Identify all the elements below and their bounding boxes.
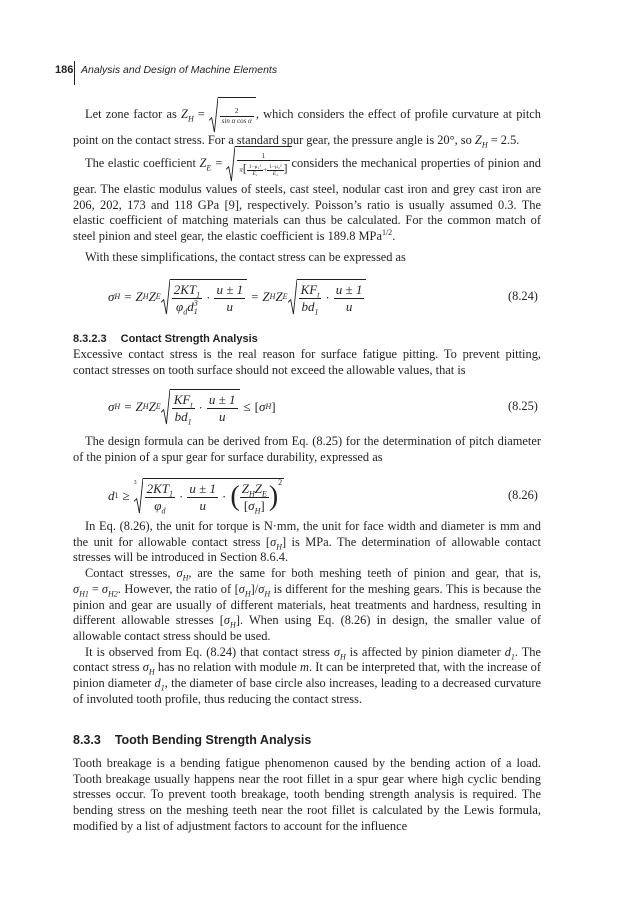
sqrt <box>161 389 240 425</box>
numerator: u ± 1 <box>189 480 217 496</box>
numerator <box>172 282 202 299</box>
paragraph-simplifications: With these simplifications, the contact stress can be expressed as <box>85 250 406 264</box>
math-op: = <box>251 289 259 304</box>
math-sub: H <box>339 652 346 662</box>
section-number: 8.3.2.3 <box>73 333 107 345</box>
math-var: Z <box>241 480 249 496</box>
math-sub: 1 <box>169 489 174 499</box>
denominator: u <box>226 298 233 314</box>
math-op: · <box>222 489 227 504</box>
math-op: · <box>325 290 330 305</box>
math-var: σ <box>270 534 277 549</box>
math-var: σ <box>248 497 255 513</box>
radical-icon <box>209 97 218 133</box>
denominator: u <box>345 298 353 314</box>
paragraph-design-formula: The design formula can be derived from Eq. (8.25) for the determination of pitch diameter of the pinion of a spur gear for surface durability, expressed as <box>73 434 541 464</box>
math-sub: H <box>276 542 282 552</box>
text: , which considers the effect of profile curvature at pitch point on the contact stress. For a standard spur gear, the pressure angle is 20°, so <box>73 106 541 147</box>
radical-icon <box>226 146 235 182</box>
equation-number: (8.26) <box>508 488 538 502</box>
math-sub: H1 <box>79 589 89 599</box>
math-sub: H <box>264 589 271 599</box>
math-var: σ <box>238 581 245 596</box>
denominator <box>145 498 175 514</box>
text: It is observed from Eq. (8.24) that contact stress <box>85 644 334 659</box>
denominator <box>299 299 322 315</box>
math-sub: H <box>182 573 189 583</box>
math-sub: d <box>183 307 188 317</box>
section-title: Contact Strength Analysis <box>120 333 258 345</box>
math-var: σ <box>101 581 109 596</box>
paragraph-units <box>73 519 541 566</box>
pi-symbol: π <box>239 166 243 175</box>
bracket: [ <box>243 497 249 513</box>
radical-icon <box>161 389 170 425</box>
math-var: σ <box>259 399 266 414</box>
denominator: sin α cos α <box>221 116 252 125</box>
bracket: [ <box>234 581 239 596</box>
math-var: m <box>300 660 309 675</box>
sqrt <box>209 97 256 133</box>
math-var: bd <box>301 298 315 314</box>
paren: ( <box>230 481 240 512</box>
bracket: [ <box>254 399 260 414</box>
fraction <box>299 281 322 317</box>
math-sub: 1 <box>314 307 319 317</box>
sqrt <box>288 279 367 315</box>
paragraph-tooth-breakage: Tooth breakage is a bending fatigue phenomenon caused by the bending action of a load. Tooth breakage usually happens near the root fillet in a spur gear where high cyclic bending stresses occur. To prevent tooth breakage, tooth bending strength analysis is required. The bending stress on the meshing teeth near the root fillet is calculated by the Lewis formula, modified by a list of adjustment factors to account for the influence <box>73 756 541 833</box>
math-op: = <box>91 581 99 596</box>
math-op: ≤ <box>243 399 251 414</box>
math-sub: 1 <box>187 417 192 427</box>
numerator <box>240 481 269 498</box>
math-var: KF <box>173 391 191 407</box>
numerator: u ± 1 <box>208 391 236 407</box>
math-sub: 1 <box>160 683 165 693</box>
math-sub: d <box>161 506 166 516</box>
denominator: E₁ <box>252 171 258 178</box>
text: , the diameter of base circle also increases, leading to a decreased curvature of involuted tooth profile, thus reducing the contact stress. <box>73 676 541 706</box>
math-op: = <box>124 289 132 304</box>
math-sub: H <box>187 114 194 124</box>
denominator <box>237 161 289 177</box>
fraction <box>145 480 175 516</box>
numerator <box>145 481 175 498</box>
text: The elastic coefficient <box>85 155 200 170</box>
math-var: σ <box>108 399 115 414</box>
equation-8-26: d 1 ≥ 3 $\frac{2KT_1}{\varphi_d}$ · $\frac{u \pm 1}{u}$ · ( $\frac{Z_HZ_E}{[\sigma_H]}$ ) $^2$ <box>108 478 283 516</box>
paragraph-group <box>73 519 541 707</box>
bracket: ] <box>271 399 276 414</box>
numerator <box>299 282 322 299</box>
math-var: σ <box>142 660 149 675</box>
math-op: / <box>254 581 259 596</box>
text: . When using Eq. (8.26) in design, the smaller value of allowable contact stress should be used. <box>73 613 541 643</box>
text: is MPa. The determination of allowable contact stresses will be introduced in Section 8.6.4. <box>73 534 541 565</box>
math-sub: t <box>317 290 320 300</box>
equation-8-25: σ H = Z H Z E $\frac{KF_t}{bd_1}$ · $\frac{u \pm 1}{u}$ ≤ [ σ H ] <box>108 385 276 429</box>
math-var: d <box>187 298 194 314</box>
text: has no relation with module <box>154 660 301 675</box>
math-var: Z <box>148 399 156 414</box>
sqrt <box>226 146 291 182</box>
numerator: u ± 1 <box>335 281 363 297</box>
math-sub: E <box>206 163 212 173</box>
bracket: [ <box>219 613 224 628</box>
root-index: 3 <box>133 480 137 486</box>
math-sub: E <box>261 489 267 499</box>
bracket: [ <box>265 534 271 549</box>
fraction <box>334 282 365 314</box>
math-var: KF <box>300 281 318 297</box>
text: . <box>392 229 396 244</box>
numerator <box>172 392 195 409</box>
equation-number: (8.25) <box>508 399 538 413</box>
math-sub: 1 <box>510 652 515 662</box>
section-heading-8-3-3 <box>73 733 311 747</box>
math-var: d <box>154 676 161 691</box>
text: . The contact stress <box>73 644 541 675</box>
denominator: E₂ <box>272 171 278 178</box>
math-op: = <box>124 399 132 414</box>
numerator: 1−μ₁² <box>248 163 262 170</box>
math-sub: H <box>254 506 261 516</box>
bracket: ] <box>250 581 255 596</box>
math-var: Z <box>148 289 156 304</box>
radical-icon <box>288 279 297 315</box>
math-var: d <box>504 644 511 659</box>
equation-number: (8.24) <box>508 289 538 303</box>
text: considers the mechanical properties of pinion and gear. The elastic modulus values of steels, cast steel, nodular cast iron and grey cast iron are 206, 202, 173 and 118 GPa [9], respectively. Poisson’s ratio is usually assumed 0.3. The elastic coefficient of matching materials can thus be calculated. For the common match of steel pinion and steel gear, the elastic coefficient is 189.8 MPa <box>73 155 542 244</box>
paragraph-elastic-coefficient <box>73 146 541 245</box>
denominator: u <box>199 497 206 513</box>
fraction <box>240 480 269 516</box>
math-sub: 1 <box>193 307 198 317</box>
radical-icon <box>161 279 170 315</box>
math-var: Z <box>474 133 482 147</box>
math-var: Z <box>275 289 283 304</box>
math-sub: H2 <box>108 589 118 599</box>
text: is different for the meshing gears. This is because the pinion and gear are usually of different materials, heat treatments and hardness, resulting in different allowable stresses <box>73 581 542 628</box>
section-heading-8-3-2-3 <box>73 333 258 345</box>
math-op: + <box>263 166 268 175</box>
paragraph-observation <box>73 645 541 708</box>
fraction <box>172 391 195 427</box>
fraction <box>237 152 289 178</box>
page-number: 186 <box>55 64 74 76</box>
fraction <box>247 164 263 178</box>
fraction <box>220 107 254 125</box>
text: . However, the ratio of <box>117 581 235 596</box>
math-sub: H <box>244 589 251 599</box>
math-var: σ <box>176 566 183 581</box>
denominator <box>240 498 269 514</box>
math-op: · <box>198 400 203 415</box>
numerator: 2 <box>220 107 254 116</box>
math-op: = <box>215 155 223 170</box>
math-var: Z <box>254 480 262 496</box>
section-title: Tooth Bending Strength Analysis <box>114 733 312 747</box>
denominator <box>172 409 195 425</box>
math-var: σ <box>333 644 340 659</box>
math-op: ≥ <box>122 488 130 503</box>
paragraph-excessive-stress: Excessive contact stress is the real reason for surface fatigue pitting. To prevent pitting, contact stresses on tooth surface should not exceed the allowable values, that is <box>73 347 541 377</box>
math-op: · <box>206 290 211 305</box>
bracket: ] <box>235 613 240 628</box>
header-divider <box>74 61 75 85</box>
math-sub: H <box>248 489 255 499</box>
numerator: 1−μ₂² <box>269 163 282 170</box>
paren: ) <box>268 481 279 512</box>
math-sub: 1 <box>196 290 201 300</box>
fraction <box>187 481 218 513</box>
fraction <box>172 281 202 317</box>
paragraph-zone-factor <box>73 97 541 149</box>
text: In Eq. (8.26), the unit for torque is N·mm, the unit for face width and diameter is mm and the unit for allowable contact stress <box>73 519 541 549</box>
math-op: = <box>197 106 205 121</box>
math-sup: 3 <box>193 298 198 308</box>
text: is affected by pinion diameter <box>345 644 505 659</box>
text: Let zone factor as <box>85 106 182 121</box>
running-title: Analysis and Design of Machine Elements <box>81 64 278 76</box>
math-var: 2KT <box>146 480 170 496</box>
math-var: Z <box>181 106 188 121</box>
sqrt <box>161 279 247 315</box>
math-var: 2KT <box>173 281 197 297</box>
math-var: Z <box>262 289 270 304</box>
fraction <box>207 392 238 424</box>
cube-root: 3 $\frac{2KT_1}{\varphi_d}$ · $\frac{u \pm 1}{u}$ · ( $\frac{Z_HZ_E}{[\sigma_H]}$ ) $^2$ <box>133 478 283 516</box>
equation-8-24: σ H = Z H Z E $\frac{2KT_1}{\varphi_dd^3_1}$ · $\frac{u \pm 1}{u}$ = Z H Z E $\frac{KF_t}{bd_1}$ · $\frac{u \pm 1}{u}$ <box>108 275 366 319</box>
math-sub: t <box>190 400 193 410</box>
text: Contact stresses, <box>85 566 177 581</box>
math-var: φ <box>154 497 162 513</box>
math-var: bd <box>174 408 188 424</box>
math-var: σ <box>73 581 80 596</box>
bracket: ] <box>281 534 287 549</box>
math-var: Z <box>135 399 143 414</box>
section-number: 8.3.3 <box>73 733 101 747</box>
math-sub: H <box>481 140 488 150</box>
text: = 2.5. <box>487 133 520 147</box>
math-op: · <box>179 489 184 504</box>
math-sub: H <box>230 620 236 630</box>
text: , are the same for both meshing teeth of pinion and gear, that is, <box>188 566 541 581</box>
math-var: d <box>108 488 115 503</box>
text: . It can be interpreted that, with the increase of pinion diameter <box>73 660 541 691</box>
bracket: ] <box>283 161 288 176</box>
math-sub: H <box>148 667 155 677</box>
fraction <box>214 282 245 314</box>
bracket: [ <box>242 161 247 176</box>
math-var: σ <box>108 289 115 304</box>
paragraph-contact-stresses <box>73 566 541 645</box>
fraction <box>267 164 283 178</box>
bracket: ] <box>260 497 265 513</box>
math-var: σ <box>258 581 265 596</box>
denominator <box>172 299 202 315</box>
numerator: 1 <box>237 152 289 161</box>
denominator: u <box>218 408 226 424</box>
math-var: Z <box>199 155 207 170</box>
math-var: σ <box>223 613 231 628</box>
superscript: 1/2 <box>381 227 393 237</box>
math-var: φ <box>176 298 184 314</box>
numerator: u ± 1 <box>216 281 244 297</box>
math-var: Z <box>135 289 143 304</box>
